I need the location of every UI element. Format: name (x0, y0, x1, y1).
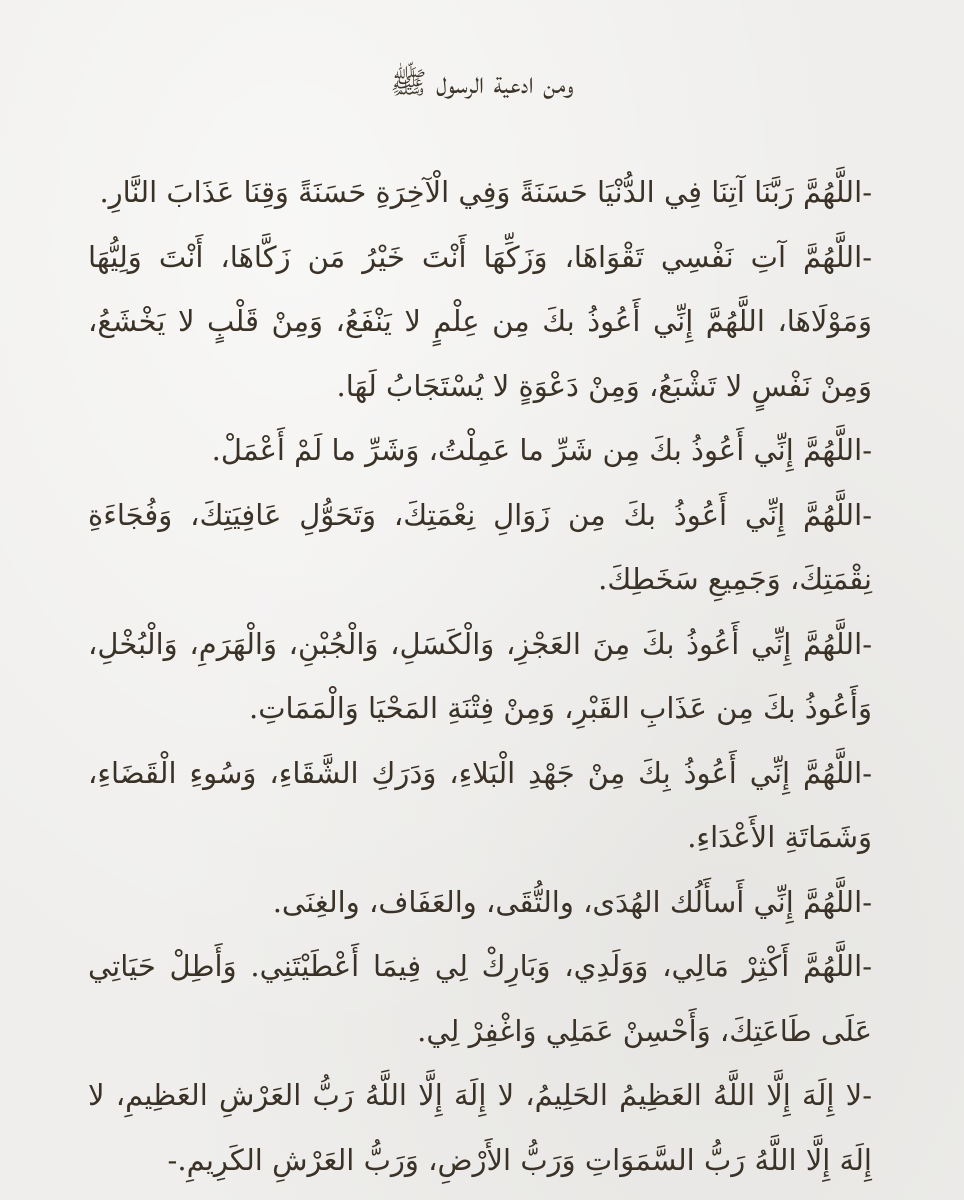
paragraph-6: -اللَّهُمَّ إِنِّي أَعُوذُ بِكَ مِنْ جَهْدِ الْبَلاءِ، وَدَرَكِ الشَّقَاءِ، وَسُوءِ الْقَضَاءِ، وَشَمَاتَةِ الأَعْدَاءِ. (88, 755, 872, 854)
paragraph-8: -اللَّهُمَّ أَكْثِرْ مَالِي، وَوَلَدِي، وَبَارِكْ لِي فِيمَا أَعْطَيْتَنِي. وَأَطِلْ حَيَاتِي عَلَى طَاعَتِكَ، وَأَحْسِنْ عَمَلِي وَاغْفِرْ لِي. (88, 949, 872, 1048)
paragraph-2: -اللَّهُمَّ آتِ نَفْسِي تَقْوَاهَا، وَزَكِّهَا أَنْتَ خَيْرُ مَن زَكَّاهَا، أَنْتَ وَلِيُّهَا وَمَوْلَاهَا، اللَّهُمَّ إِنِّي أَعُوذُ بكَ مِن عِلْمٍ لا يَنْفَعُ، وَمِنْ قَلْبٍ لا يَخْشَعُ، وَمِنْ نَفْسٍ لا تَشْبَعُ، وَمِنْ دَعْوَةٍ لا يُسْتَجَابُ لَهَا. (88, 239, 872, 403)
paragraph-3: -اللَّهُمَّ إِنِّي أَعُوذُ بكَ مِن شَرِّ ما عَمِلْتُ، وَشَرِّ ما لَمْ أَعْمَلْ. (211, 433, 872, 467)
document-title: ومن ادعية الرسول ﷺ (390, 66, 574, 101)
paragraph-4: -اللَّهُمَّ إِنِّي أَعُوذُ بكَ مِن زَوَالِ نِعْمَتِكَ، وَتَحَوُّلِ عَافِيَتِكَ، وَفُجَاءَةِ نِقْمَتِكَ، وَجَمِيعِ سَخَطِكَ. (88, 497, 872, 596)
paragraph-1: -اللَّهُمَّ رَبَّنَا آتِنَا فِي الدُّنْيَا حَسَنَةً وَفِي الْآخِرَةِ حَسَنَةً وَقِنَا عَذَابَ النَّارِ. (99, 175, 872, 209)
paragraph-7: -اللَّهُمَّ إِنِّي أَسأَلُك الهُدَى، والتُّقَى، والعَفَاف، والغِنَى. (272, 884, 872, 919)
paragraph-9: -لا إِلَهَ إِلَّا اللَّهُ العَظِيمُ الحَلِيمُ، لا إِلَهَ إِلَّا اللَّهُ رَبُّ العَرْشِ العَظِيمِ، لا إِلَهَ إِلَّا اللَّهُ رَبُّ السَّمَوَاتِ وَرَبُّ الأَرْضِ، وَرَبُّ العَرْشِ الكَرِيمِ.- (88, 1078, 872, 1177)
document-body (88, 160, 872, 1192)
paragraph-5: -اللَّهُمَّ إِنِّي أَعُوذُ بكَ مِنَ العَجْزِ، وَالْكَسَلِ، وَالْجُبْنِ، وَالْهَرَمِ، وَالْبُخْلِ، وَأَعُوذُ بكَ مِن عَذَابِ القَبْرِ، وَمِنْ فِتْنَةِ المَحْيَا وَالْمَمَاتِ. (88, 626, 872, 725)
